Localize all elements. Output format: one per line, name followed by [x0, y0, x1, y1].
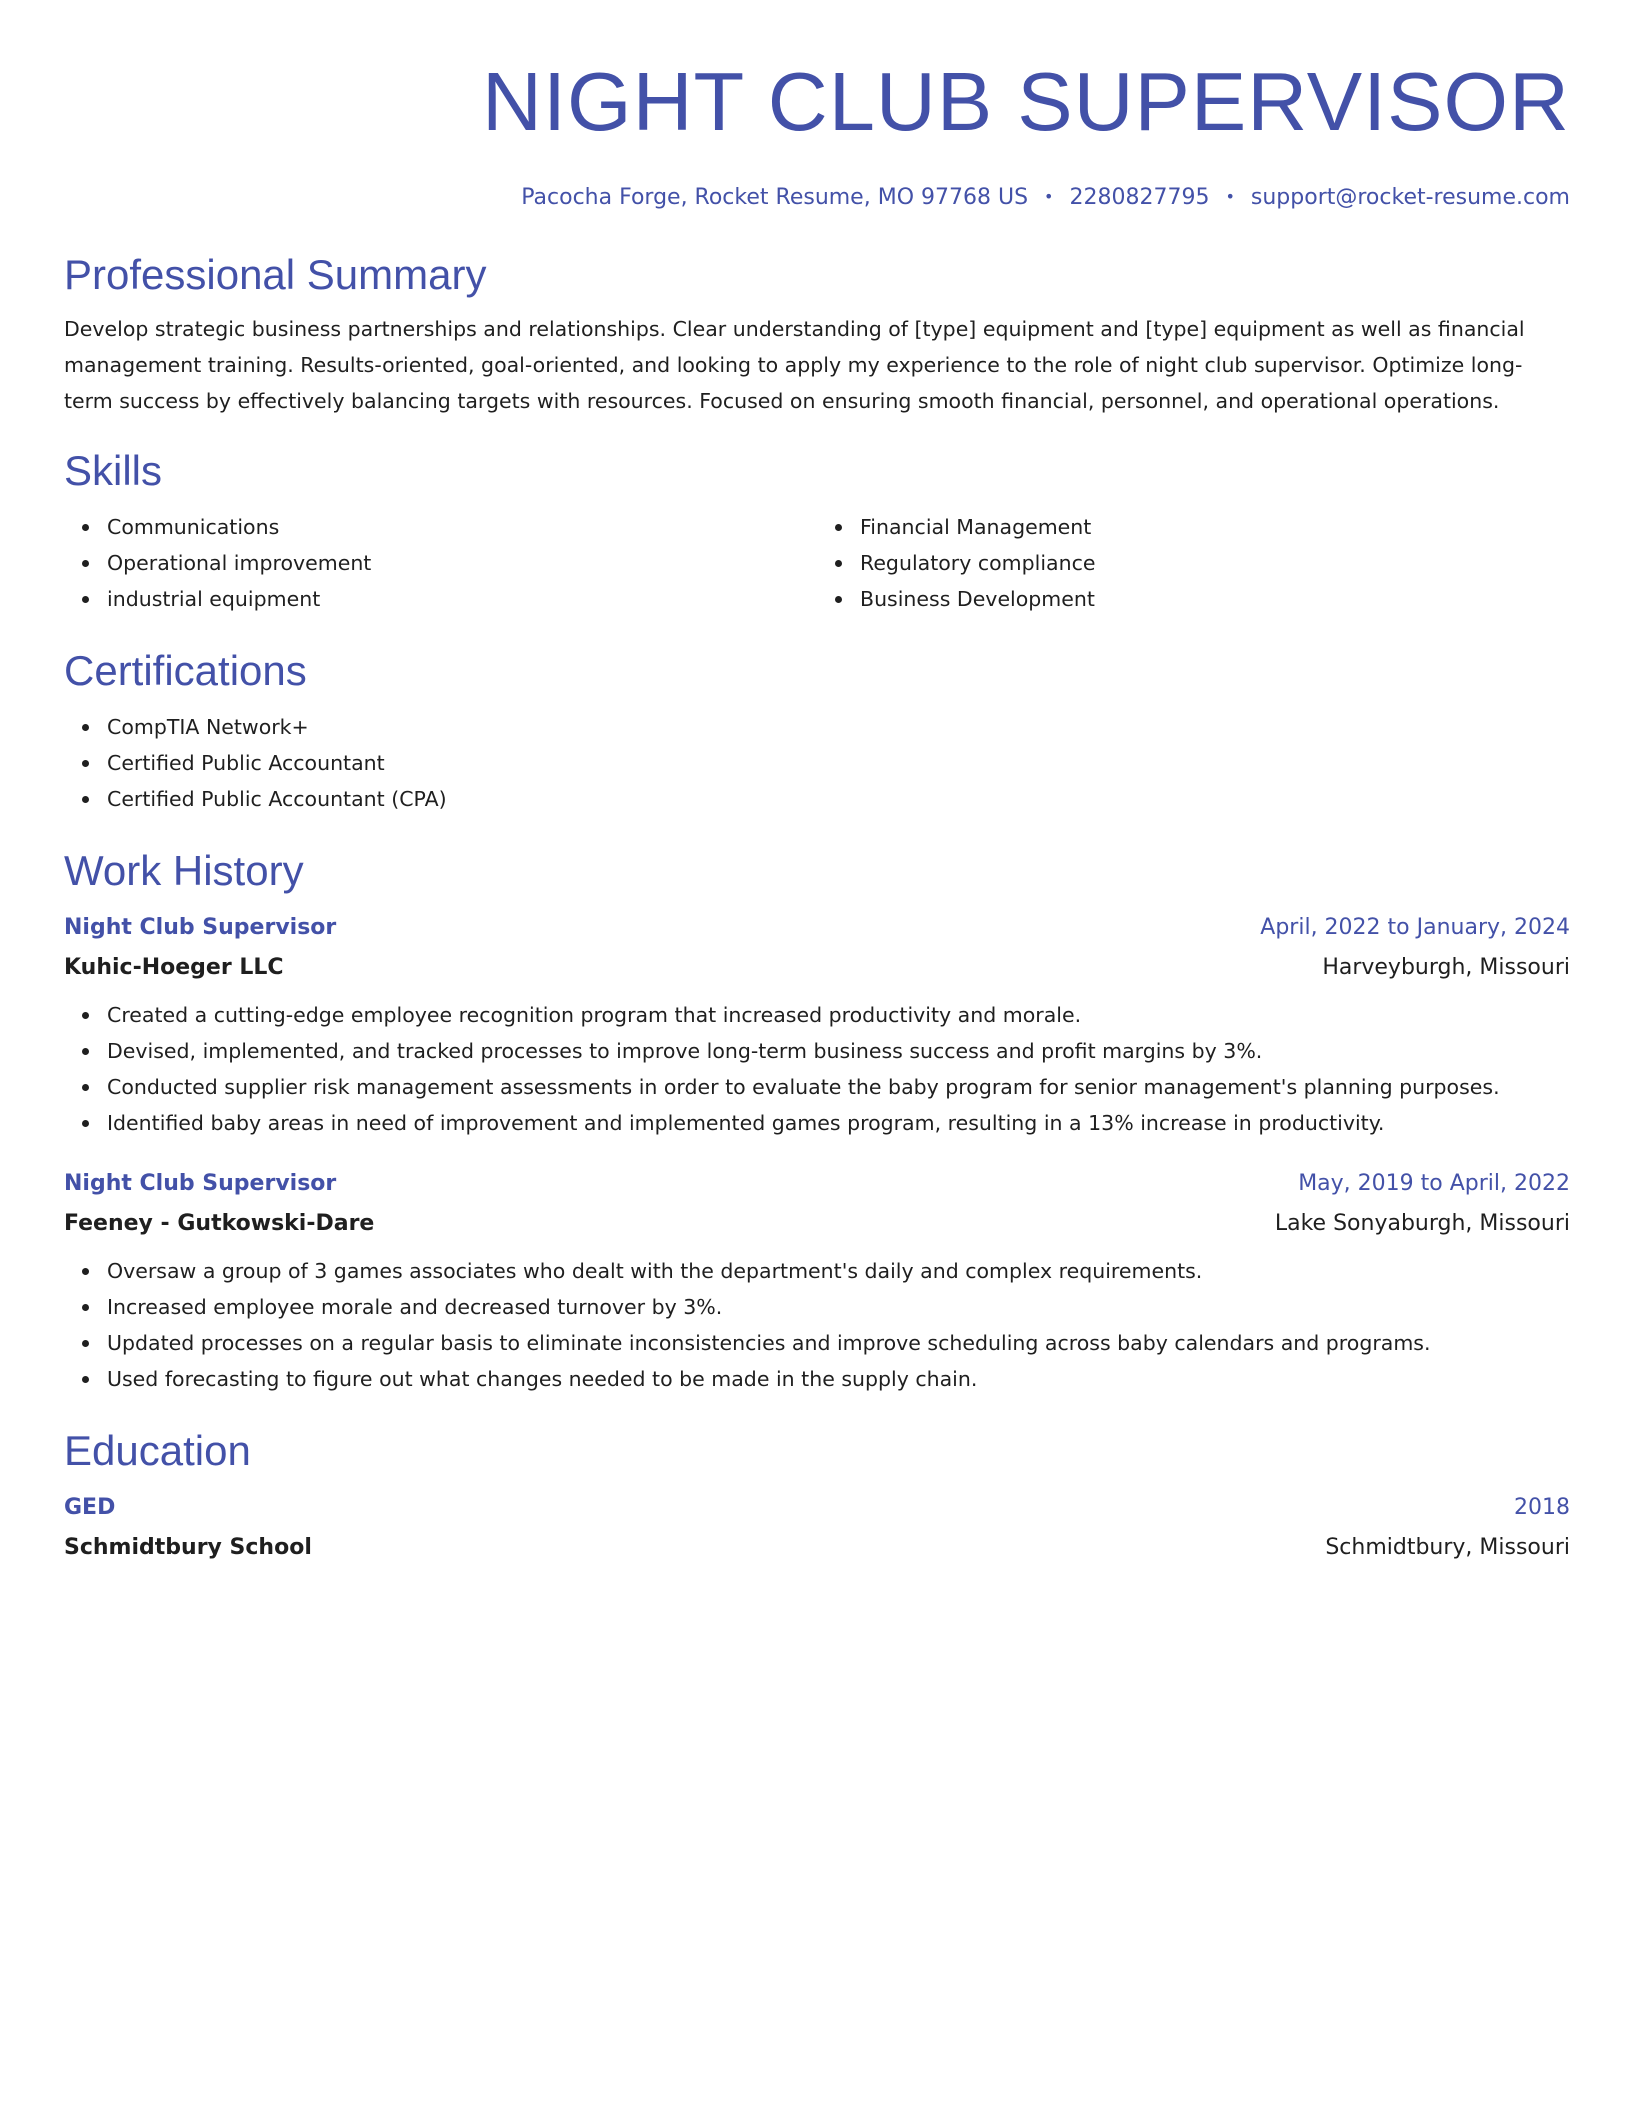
work-history-heading: Work History — [64, 847, 304, 894]
job-entry — [64, 1167, 1570, 1397]
job-bullet: Conducted supplier risk management assessments in order to evaluate the baby program for senior management's planning purposes. — [107, 1069, 1570, 1105]
certifications-heading: Certifications — [64, 647, 307, 694]
job-title: Night Club Supervisor — [64, 915, 337, 940]
job-title-row — [64, 911, 1570, 945]
job-entry — [64, 911, 1570, 1141]
job-bullet: Created a cutting-edge employee recognition program that increased productivity and morale. — [107, 997, 1570, 1033]
education-school-row — [64, 1525, 1570, 1565]
certification-item: CompTIA Network+ — [107, 709, 1570, 745]
skill-item: Regulatory compliance — [860, 545, 1570, 581]
certification-item: Certified Public Accountant — [107, 745, 1570, 781]
contact-line — [64, 182, 1570, 213]
job-bullet: Identified baby areas in need of improvement and implemented games program, resulting in a 13% increase in productivity. — [107, 1105, 1570, 1141]
education-year: 2018 — [1514, 1495, 1570, 1520]
summary-text: Develop strategic business partnerships and relationships. Clear understanding of [type] equipment and [type] equipment as well as financial management training. Results-oriented, goal-oriented, and looking to apply my experience to the role of night club supervisor. Optimize long-term success by effectively balancing targets with resources. Focused on ensuring smooth financial, personnel, and operational operations. — [64, 317, 1525, 413]
contact-phone: 2280827795 — [1069, 185, 1210, 210]
job-company-row — [64, 945, 1570, 985]
job-bullets — [64, 997, 1570, 1141]
resume-title: NIGHT CLUB SUPERVISOR — [482, 55, 1570, 148]
education-heading: Education — [64, 1427, 251, 1474]
skill-item: Financial Management — [860, 509, 1570, 545]
education-degree: GED — [64, 1495, 116, 1520]
job-location: Lake Sonyaburgh, Missouri — [1274, 1211, 1570, 1236]
skills-section — [64, 445, 1570, 617]
job-bullet: Updated processes on a regular basis to eliminate inconsistencies and improve scheduling across baby calendars and programs. — [107, 1325, 1570, 1361]
skills-list-left — [64, 509, 817, 617]
skill-item: Communications — [107, 509, 817, 545]
job-dates: May, 2019 to April, 2022 — [1298, 1171, 1570, 1196]
job-bullet: Devised, implemented, and tracked processes to improve long-term business success and profit margins by 3%. — [107, 1033, 1570, 1069]
job-bullets — [64, 1253, 1570, 1397]
skill-item: Business Development — [860, 581, 1570, 617]
contact-separator: • — [1044, 187, 1054, 206]
certification-item: Certified Public Accountant (CPA) — [107, 781, 1570, 817]
skills-heading: Skills — [64, 447, 163, 494]
certifications-list — [64, 709, 1570, 817]
job-company-row — [64, 1201, 1570, 1241]
job-title: Night Club Supervisor — [64, 1171, 337, 1196]
skills-grid — [64, 509, 1570, 617]
job-company: Feeney - Gutkowski-Dare — [64, 1211, 375, 1236]
summary-section — [64, 249, 1570, 419]
resume-header — [64, 52, 1570, 213]
job-bullet: Used forecasting to figure out what changes needed to be made in the supply chain. — [107, 1361, 1570, 1397]
education-degree-row — [64, 1491, 1570, 1525]
summary-heading: Professional Summary — [64, 251, 487, 298]
skill-item: Operational improvement — [107, 545, 817, 581]
job-bullet: Increased employee morale and decreased turnover by 3%. — [107, 1289, 1570, 1325]
education-location: Schmidtbury, Missouri — [1325, 1535, 1570, 1560]
job-bullet: Oversaw a group of 3 games associates who dealt with the department's daily and complex requirements. — [107, 1253, 1570, 1289]
job-dates: April, 2022 to January, 2024 — [1260, 915, 1570, 940]
job-company: Kuhic-Hoeger LLC — [64, 955, 284, 980]
contact-address: Pacocha Forge, Rocket Resume, MO 97768 US — [521, 185, 1029, 210]
education-section — [64, 1425, 1570, 1565]
education-school: Schmidtbury School — [64, 1535, 312, 1560]
education-entry — [64, 1491, 1570, 1565]
contact-separator: • — [1225, 187, 1235, 206]
certifications-section — [64, 645, 1570, 817]
job-location: Harveyburgh, Missouri — [1322, 955, 1570, 980]
job-title-row — [64, 1167, 1570, 1201]
work-history-section — [64, 845, 1570, 1397]
contact-email: support@rocket-resume.com — [1250, 185, 1570, 210]
skill-item: industrial equipment — [107, 581, 817, 617]
skills-list-right — [817, 509, 1570, 617]
